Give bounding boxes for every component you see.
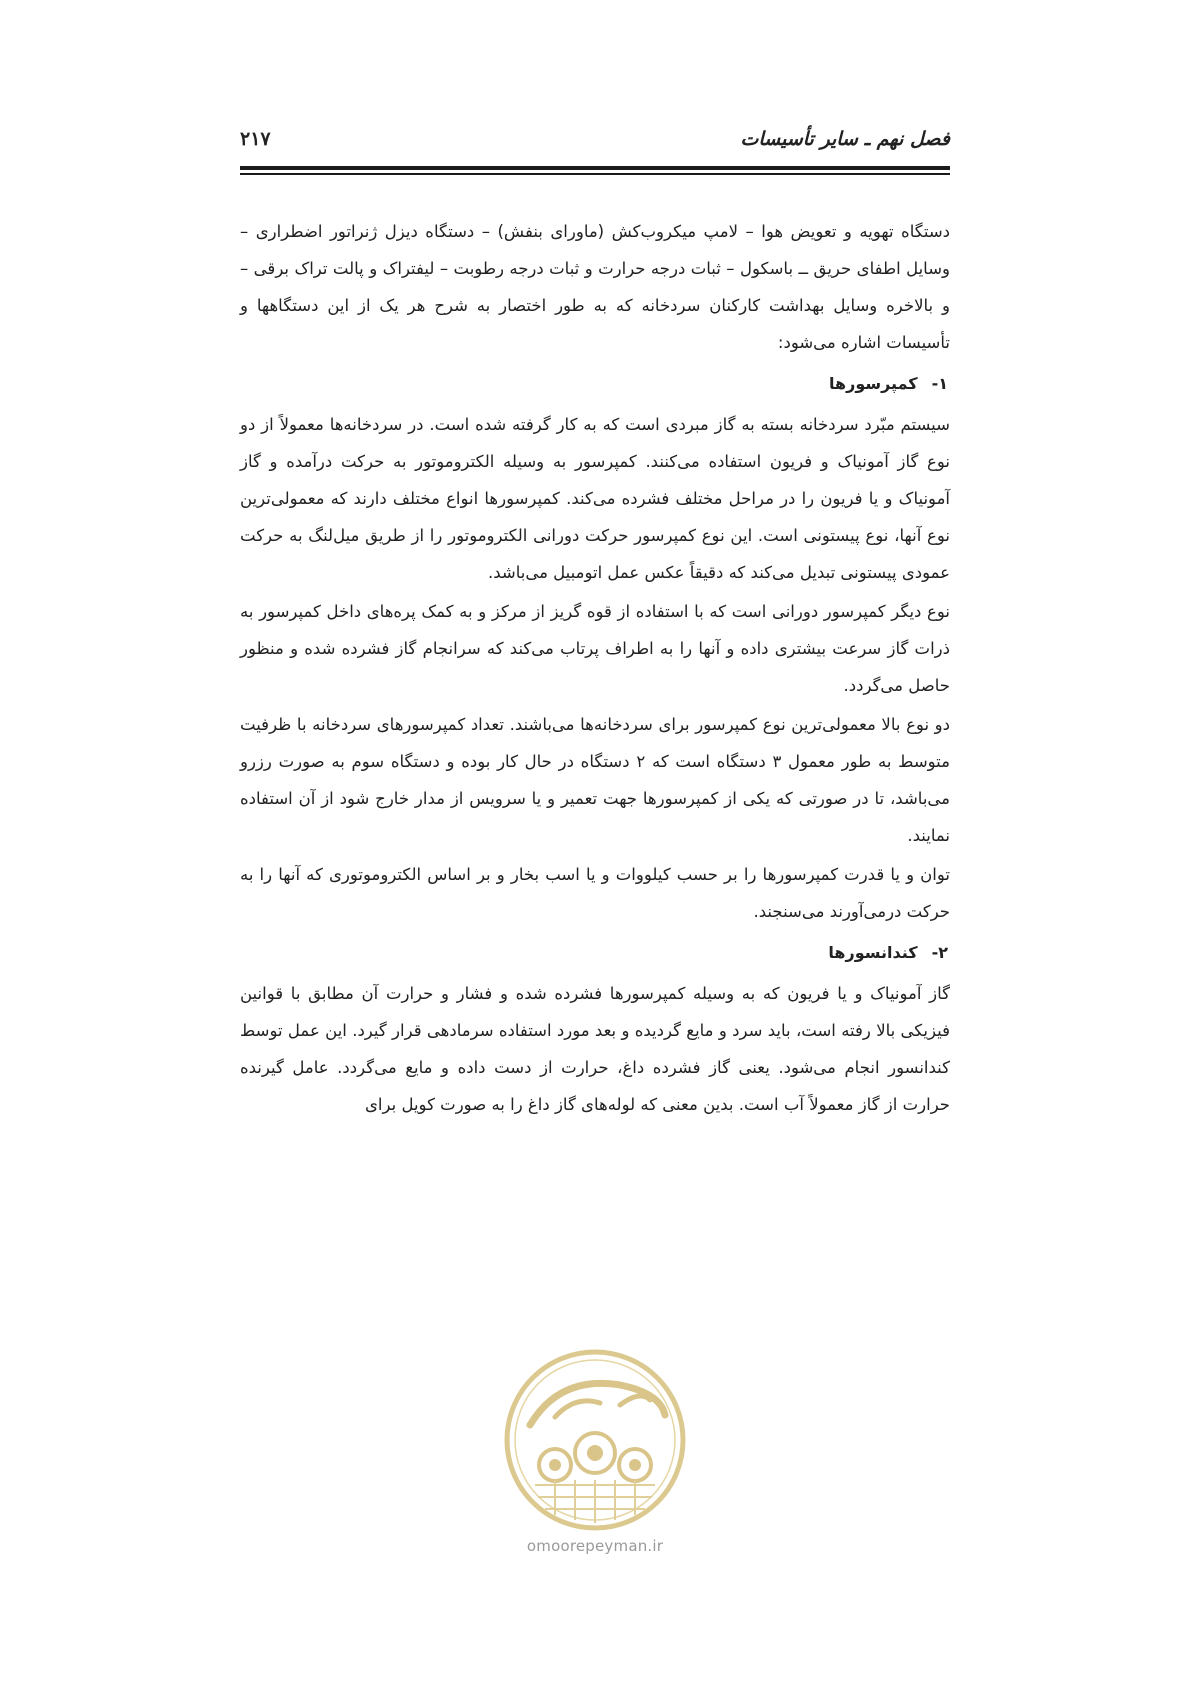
watermark-logo-icon <box>500 1345 690 1535</box>
compressors-paragraph-2: نوع دیگر کمپرسور دورانی است که با استفاده از قوه گریز از مرکز و به کمک پره‌های داخل کمپرسور به ذرات گاز سرعت بیشتری داده و آنها را به اطراف پرتاب می‌کند که سرانجام گاز فشرده شده و منظور حاصل می‌گردد. <box>240 602 950 695</box>
condensers-paragraph-1: گاز آمونیاک و یا فریون که به وسیله کمپرسورها فشرده شده و فشار و حرارت آن مطابق با قوانین فیزیکی بالا رفته است، باید سرد و مایع گردیده و بعد مورد استفاده سرمادهی قرار گیرد. این عمل توسط کندانسور انجام می‌شود. یعنی گاز فشرده داغ، حرارت از دست داده و مایع می‌گردد. عامل گیرنده حرارت از گاز معمولاً آب است. بدین معنی که لوله‌های گاز داغ را به صورت کویل برای <box>240 984 950 1114</box>
section-title: کمپرسورها <box>829 374 918 393</box>
header-rule-thin <box>240 173 950 175</box>
watermark-url: omoorepeyman.ir <box>526 1537 664 1555</box>
intro-paragraph: دستگاه تهویه و تعویض هوا – لامپ میکروب‌کش (ماورای بنفش) – دستگاه دیزل ژنراتور اضطراری – وسایل اطفای حریق ــ باسکول – ثبات درجه حرارت و ثبات درجه رطوبت – لیفتراک و پالت تراک برقی – و بالاخره وسایل بهداشت کارکنان سردخانه که به طور اختصار به شرح هر یک از این دستگاهها و تأسیسات اشاره می‌شود: <box>240 222 950 352</box>
section-number: ۲- <box>931 943 948 962</box>
watermark <box>485 1345 705 1575</box>
compressors-paragraph-3: دو نوع بالا معمولی‌ترین نوع کمپرسور برای سردخانه‌ها می‌باشند. تعداد کمپرسورهای سردخانه با ظرفیت متوسط به طور معمول ۳ دستگاه است که ۲ دستگاه در حال کار بوده و دستگاه سوم به صورت رزرو می‌باشد، تا در صورتی که یکی از کمپرسورها جهت تعمیر و یا سرویس از مدار خارج شود از آن استفاده نمایند. <box>240 715 950 845</box>
compressors-paragraph-1: سیستم مبّرد سردخانه بسته به گاز مبردی است که به کار گرفته شده است. در سردخانه‌ها معمولاً از دو نوع گاز آمونیاک و فریون استفاده می‌کنند. کمپرسور به وسیله الکتروموتور به حرکت درآمده و گاز آمونیاک و یا فریون را در مراحل مختلف فشرده می‌کند. کمپرسورها انواع مختلف دارند که معمولی‌ترین نوع آنها، نوع پیستونی است. این نوع کمپرسور حرکت دورانی الکتروموتور را از طریق میل‌لنگ به حرکت عمودی پیستونی تبدیل می‌کند که دقیقاً عکس عمل اتومبیل می‌باشد. <box>240 415 950 582</box>
page-header <box>240 128 950 164</box>
header-rule-thick <box>240 166 950 170</box>
section-title: کندانسورها <box>828 943 918 962</box>
compressors-paragraph-4: توان و یا قدرت کمپرسورها را بر حسب کیلووات و یا اسب بخار و بر اساس الکتروموتوری که آنها را به حرکت درمی‌آورند می‌سنجند. <box>240 865 950 921</box>
chapter-title: فصل نهم ـ سایر تأسیسات <box>740 128 950 150</box>
page-number: ۲۱۷ <box>240 128 271 150</box>
section-heading-compressors <box>240 365 950 402</box>
section-number: ۱- <box>931 374 948 393</box>
section-heading-condensers <box>240 934 950 971</box>
page-body <box>240 213 950 1125</box>
